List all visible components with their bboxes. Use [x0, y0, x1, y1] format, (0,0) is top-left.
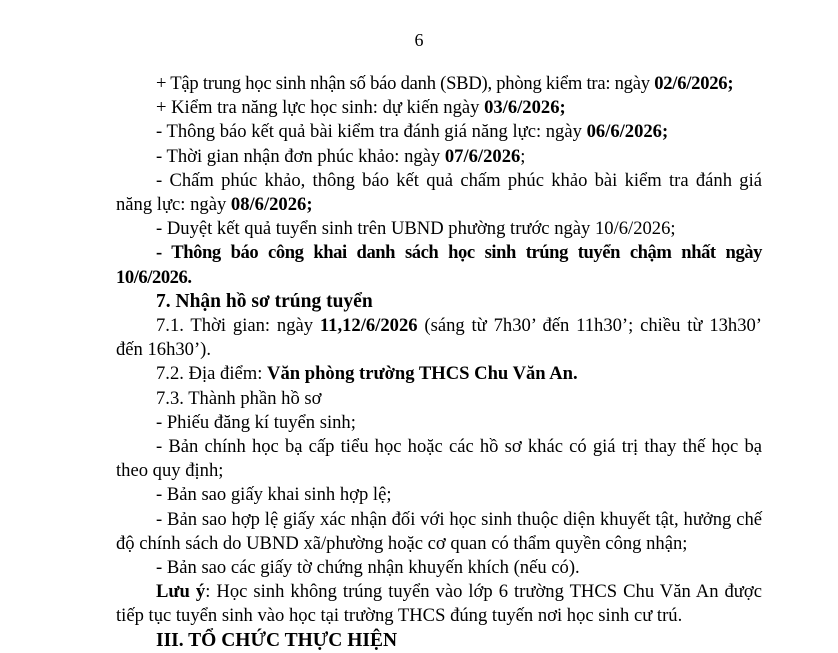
item-text: 7.2. Địa điểm: [156, 363, 268, 385]
schedule-line-results [116, 120, 762, 144]
schedule-line-appeal [116, 145, 762, 169]
item-time: (sáng từ 7h30’ đến 11h30’; chiều từ 13h30’ đến 16h30’). [116, 315, 762, 361]
schedule-date: 03/6/2026; [484, 97, 566, 119]
schedule-date: 02/6/2026; [654, 73, 734, 94]
section-7-1 [116, 314, 762, 362]
note-label: Lưu ý [156, 581, 206, 603]
schedule-text: - Thời gian nhận đơn phúc khảo: ngày [156, 145, 445, 167]
schedule-line-approval [116, 217, 762, 241]
doc-item: - Bản sao hợp lệ giấy xác nhận đối với học sinh thuộc diện khuyết tật, hưởng chế độ chính sách do UBND xã/phường hoặc cơ quan có thẩm quyền công nhận; [116, 508, 762, 554]
schedule-date: 08/6/2026; [230, 194, 313, 216]
schedule-line-test [116, 96, 762, 120]
schedule-date: 06/6/2026; [586, 121, 669, 143]
doc-item: - Phiếu đăng kí tuyển sinh; [156, 411, 356, 433]
note-paragraph [116, 580, 762, 628]
schedule-text: - Thông báo kết quả bài kiểm tra đánh giá năng lực: ngày [156, 121, 587, 143]
schedule-text: - Chấm phúc khảo, thông báo kết quả chấm phúc khảo bài kiểm tra đánh giá năng lực: ngày [116, 169, 762, 216]
schedule-text: + Tập trung học sinh nhận số báo danh (SBD), phòng kiểm tra: ngày [156, 73, 655, 94]
schedule-text: - Duyệt kết quả tuyển sinh trên UBND phường trước ngày 10/6/2026; [156, 218, 676, 240]
section-3-heading: III. TỔ CHỨC THỰC HIỆN [156, 629, 398, 651]
item-location: Văn phòng trường THCS Chu Văn An. [267, 363, 578, 385]
page-number: 6 [414, 30, 424, 50]
section-7-3: 7.3. Thành phần hồ sơ [156, 387, 322, 409]
note-text: : Học sinh không trúng tuyển vào lớp 6 trường THCS Chu Văn An được tiếp tục tuyển sinh vào học tại trường THCS đúng tuyến nơi học sinh cư trú. [116, 581, 762, 627]
schedule-line-announcement [116, 241, 762, 289]
doc-item: - Bản sao các giấy tờ chứng nhận khuyến khích (nếu có). [156, 557, 580, 579]
document-body [116, 72, 762, 653]
announcement-text: - Thông báo công khai danh sách học sinh trúng tuyển chậm nhất ngày 10/6/2026. [116, 242, 762, 288]
schedule-punct: ; [520, 145, 526, 167]
schedule-line-regrade [116, 169, 762, 217]
item-text: 7.1. Thời gian: ngày [156, 315, 320, 337]
schedule-text: + Kiểm tra năng lực học sinh: dự kiến ngày [156, 97, 485, 119]
section-7-2 [116, 362, 762, 386]
schedule-line-sbd [116, 72, 762, 96]
schedule-date: 07/6/2026 [444, 145, 521, 167]
doc-item: - Bản chính học bạ cấp tiểu học hoặc các hồ sơ khác có giá trị thay thế học bạ theo quy định; [116, 436, 762, 482]
item-date: 11,12/6/2026 [319, 315, 418, 337]
section-7-heading: 7. Nhận hồ sơ trúng tuyển [156, 290, 373, 312]
doc-item: - Bản sao giấy khai sinh hợp lệ; [156, 484, 392, 506]
